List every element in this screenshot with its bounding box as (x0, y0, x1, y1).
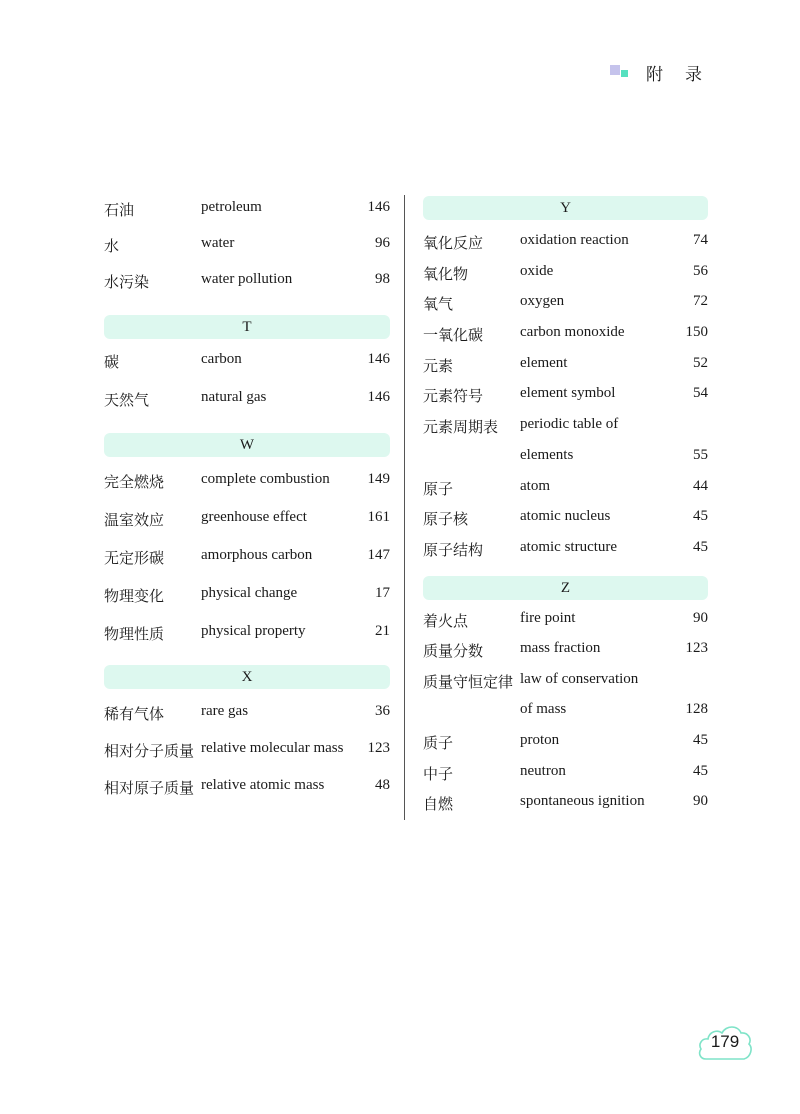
entry-page: 149 (367, 471, 390, 487)
entry-page: 55 (693, 446, 708, 463)
index-entry (104, 509, 390, 547)
entry-page: 90 (693, 609, 708, 626)
index-section (423, 576, 708, 824)
index-section (104, 315, 390, 427)
index-entry (104, 271, 390, 307)
entry-chinese: 水 (104, 239, 120, 255)
header-title: 附录 (646, 65, 724, 84)
column-divider (404, 195, 405, 820)
entry-english: atom (520, 477, 550, 494)
left-column (104, 192, 390, 814)
index-entry (423, 539, 708, 570)
entry-chinese: 温室效应 (104, 513, 165, 529)
entry-english: atomic structure (520, 538, 618, 555)
letter-banner: T (104, 315, 390, 339)
index-entry (104, 235, 390, 271)
entry-english: element symbol (520, 385, 616, 402)
index-section (423, 196, 708, 570)
entry-page: 17 (375, 585, 390, 601)
index-entry (423, 385, 708, 416)
entry-chinese: 质子 (423, 735, 454, 752)
index-entry (423, 355, 708, 386)
index-entry (104, 471, 390, 509)
entry-chinese: 物理性质 (104, 627, 165, 643)
entry-english: complete combustion (201, 471, 330, 487)
entry-english: relative molecular mass (201, 740, 344, 756)
index-entry (423, 793, 708, 824)
entry-page: 146 (367, 389, 390, 405)
index-entry (104, 740, 390, 777)
index-entry (104, 351, 390, 389)
letter-banner: Z (423, 576, 708, 600)
entry-chinese: 质量分数 (423, 644, 484, 661)
entry-english: proton (520, 731, 560, 748)
entry-english: atomic nucleus (520, 508, 611, 525)
index-entry (423, 478, 708, 509)
entry-page: 45 (693, 731, 708, 748)
entry-page: 146 (367, 351, 390, 367)
entry-page: 146 (367, 199, 390, 215)
entry-english: rare gas (201, 703, 249, 719)
entry-chinese: 原子 (423, 481, 454, 498)
entry-chinese: 中子 (423, 766, 454, 783)
entry-english: amorphous carbon (201, 547, 313, 563)
page-number-badge (697, 1020, 753, 1062)
entry-page: 147 (367, 547, 390, 563)
entry-english: periodic table of (520, 416, 619, 433)
entry-chinese: 原子核 (423, 512, 469, 529)
entry-english: oxidation reaction (520, 232, 629, 248)
right-column (423, 192, 708, 824)
entry-english: physical change (201, 585, 298, 601)
letter-banner: W (104, 433, 390, 457)
entry-chinese: 一氧化碳 (423, 328, 484, 345)
index-entry (423, 416, 708, 447)
entry-english: carbon monoxide (520, 324, 625, 341)
header-square-purple (610, 65, 620, 75)
index-entry (104, 547, 390, 585)
entry-english: fire point (520, 609, 576, 626)
entry-english: elements (520, 446, 574, 463)
page-number: 179 (710, 1032, 740, 1051)
entry-page: 123 (367, 740, 390, 756)
index-section (104, 665, 390, 814)
entry-english: law of conservation (520, 670, 639, 687)
entry-english: relative atomic mass (201, 777, 325, 793)
index-entry (423, 732, 708, 763)
entry-chinese: 质量守恒定律 (423, 674, 514, 691)
entry-page: 45 (693, 538, 708, 555)
entry-english: element (520, 354, 568, 371)
letter-banner: Y (423, 196, 708, 220)
index-entry (423, 263, 708, 294)
entry-page: 128 (685, 701, 708, 718)
entry-english: physical property (201, 623, 306, 639)
entry-chinese: 氧化物 (423, 266, 469, 283)
entry-page: 48 (375, 777, 390, 793)
entry-chinese: 无定形碳 (104, 551, 165, 567)
entry-chinese: 氧化反应 (423, 236, 484, 252)
entry-chinese: 水污染 (104, 275, 150, 291)
entry-english: oxide (520, 262, 554, 279)
letter-banner: X (104, 665, 390, 689)
index-entry (423, 293, 708, 324)
entry-page: 44 (693, 477, 708, 494)
entry-chinese: 天然气 (104, 393, 150, 409)
entry-chinese: 原子结构 (423, 542, 484, 559)
entry-english: natural gas (201, 389, 267, 405)
entry-page: 74 (693, 232, 708, 248)
entry-english: of mass (520, 701, 567, 718)
entry-page: 90 (693, 793, 708, 810)
entry-english: oxygen (520, 293, 565, 310)
entry-english: mass fraction (520, 640, 601, 657)
index-entry (423, 508, 708, 539)
entry-chinese: 着火点 (423, 613, 469, 630)
index-entry (423, 701, 708, 732)
index-entry (104, 703, 390, 740)
index-entry (423, 324, 708, 355)
header-square-green (621, 70, 628, 77)
entry-chinese: 氧气 (423, 297, 454, 314)
entry-page: 161 (367, 509, 390, 525)
entry-page: 21 (375, 623, 390, 639)
index-entry (104, 777, 390, 814)
entry-english: neutron (520, 762, 566, 779)
entry-english: water pollution (201, 271, 293, 287)
index-entry (104, 585, 390, 623)
entry-english: carbon (201, 351, 242, 367)
index-entry (423, 763, 708, 794)
entry-page: 56 (693, 262, 708, 279)
entry-page: 45 (693, 762, 708, 779)
entry-chinese: 元素 (423, 358, 454, 375)
index-entry (104, 199, 390, 235)
index-entry (423, 447, 708, 478)
index-entry (104, 623, 390, 661)
entry-page: 52 (693, 354, 708, 371)
entry-chinese: 相对分子质量 (104, 744, 195, 760)
index-entry (104, 389, 390, 427)
entry-page: 36 (375, 703, 390, 719)
entry-english: greenhouse effect (201, 509, 307, 525)
entry-page: 98 (375, 271, 390, 287)
entry-english: petroleum (201, 199, 262, 215)
entry-chinese: 相对原子质量 (104, 781, 195, 797)
index-section (104, 433, 390, 661)
entry-chinese: 稀有气体 (104, 707, 165, 723)
index-entry (423, 640, 708, 671)
entry-english: spontaneous ignition (520, 793, 645, 810)
entry-page: 54 (693, 385, 708, 402)
entry-chinese: 元素周期表 (423, 420, 499, 437)
entry-chinese: 石油 (104, 203, 135, 219)
index-section (104, 192, 390, 307)
entry-chinese: 元素符号 (423, 389, 484, 406)
entry-page: 72 (693, 293, 708, 310)
index-entry (423, 671, 708, 702)
entry-page: 150 (685, 324, 708, 341)
entry-chinese: 碳 (104, 355, 120, 371)
index-entry (423, 232, 708, 263)
entry-page: 45 (693, 508, 708, 525)
entry-chinese: 自燃 (423, 797, 454, 814)
entry-chinese: 完全燃烧 (104, 475, 165, 491)
entry-english: water (201, 235, 235, 251)
index-entry (423, 610, 708, 641)
entry-page: 96 (375, 235, 390, 251)
page-header (610, 60, 724, 84)
entry-page: 123 (685, 640, 708, 657)
entry-chinese: 物理变化 (104, 589, 165, 605)
